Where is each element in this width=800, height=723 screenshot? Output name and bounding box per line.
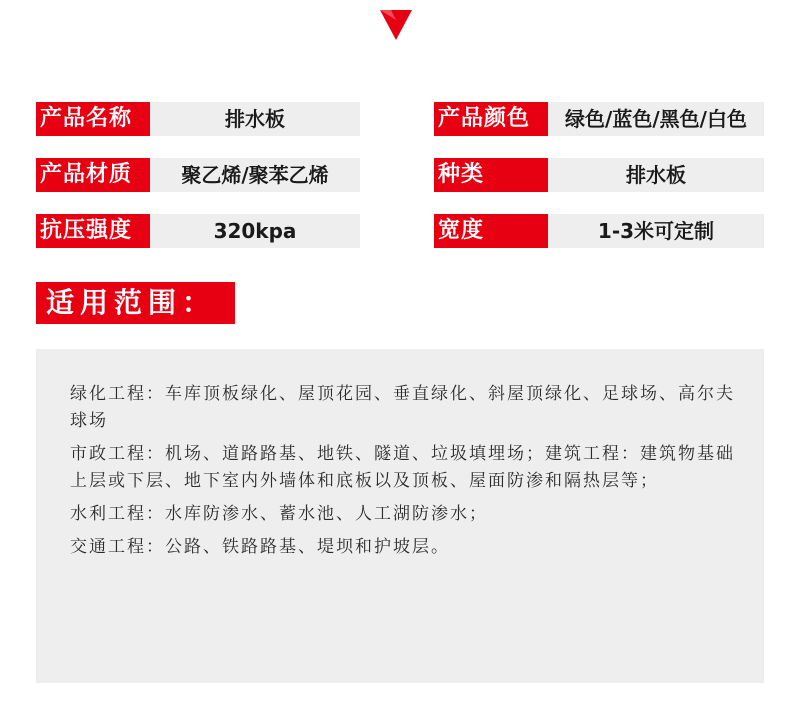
spec-label: 种类 (434, 158, 548, 192)
scope-line-water: 水利工程：水库防渗水、蓄水池、人工湖防渗水； (70, 504, 488, 524)
spec-value: 绿色/蓝色/黑色/白色 (548, 102, 764, 136)
scope-title: 适用范围： (36, 282, 235, 324)
spec-label: 宽度 (434, 214, 548, 248)
spec-value: 排水板 (150, 102, 360, 136)
scope-line-municipal: 市政工程：机场、道路路基、地铁、隧道、垃圾填埋场；建筑工程：建筑物基础上层或下层、地下室内外墙体和底板以及顶板、屋面防渗和隔热层等； (70, 444, 735, 491)
spec-label: 抗压强度 (36, 214, 150, 248)
spec-label: 产品颜色 (434, 102, 548, 136)
scope-panel (36, 349, 764, 683)
spec-row-product-name (36, 102, 360, 136)
spec-value: 排水板 (548, 158, 764, 192)
chevron-down-icon (380, 10, 412, 40)
spec-row-color (434, 102, 764, 136)
spec-row-type (434, 158, 764, 192)
spec-row-width (434, 214, 764, 248)
spec-value: 聚乙烯/聚苯乙烯 (150, 158, 360, 192)
spec-row-compressive-strength (36, 214, 360, 248)
spec-label: 产品名称 (36, 102, 150, 136)
scope-line-greening: 绿化工程：车库顶板绿化、屋顶花园、垂直绿化、斜屋顶绿化、足球场、高尔夫球场 (70, 384, 735, 431)
spec-label: 产品材质 (36, 158, 150, 192)
spec-value: 1-3米可定制 (548, 214, 764, 248)
scope-line-transport: 交通工程：公路、铁路路基、堤坝和护坡层。 (70, 537, 450, 557)
spec-value: 320kpa (150, 214, 360, 248)
spec-row-material (36, 158, 360, 192)
